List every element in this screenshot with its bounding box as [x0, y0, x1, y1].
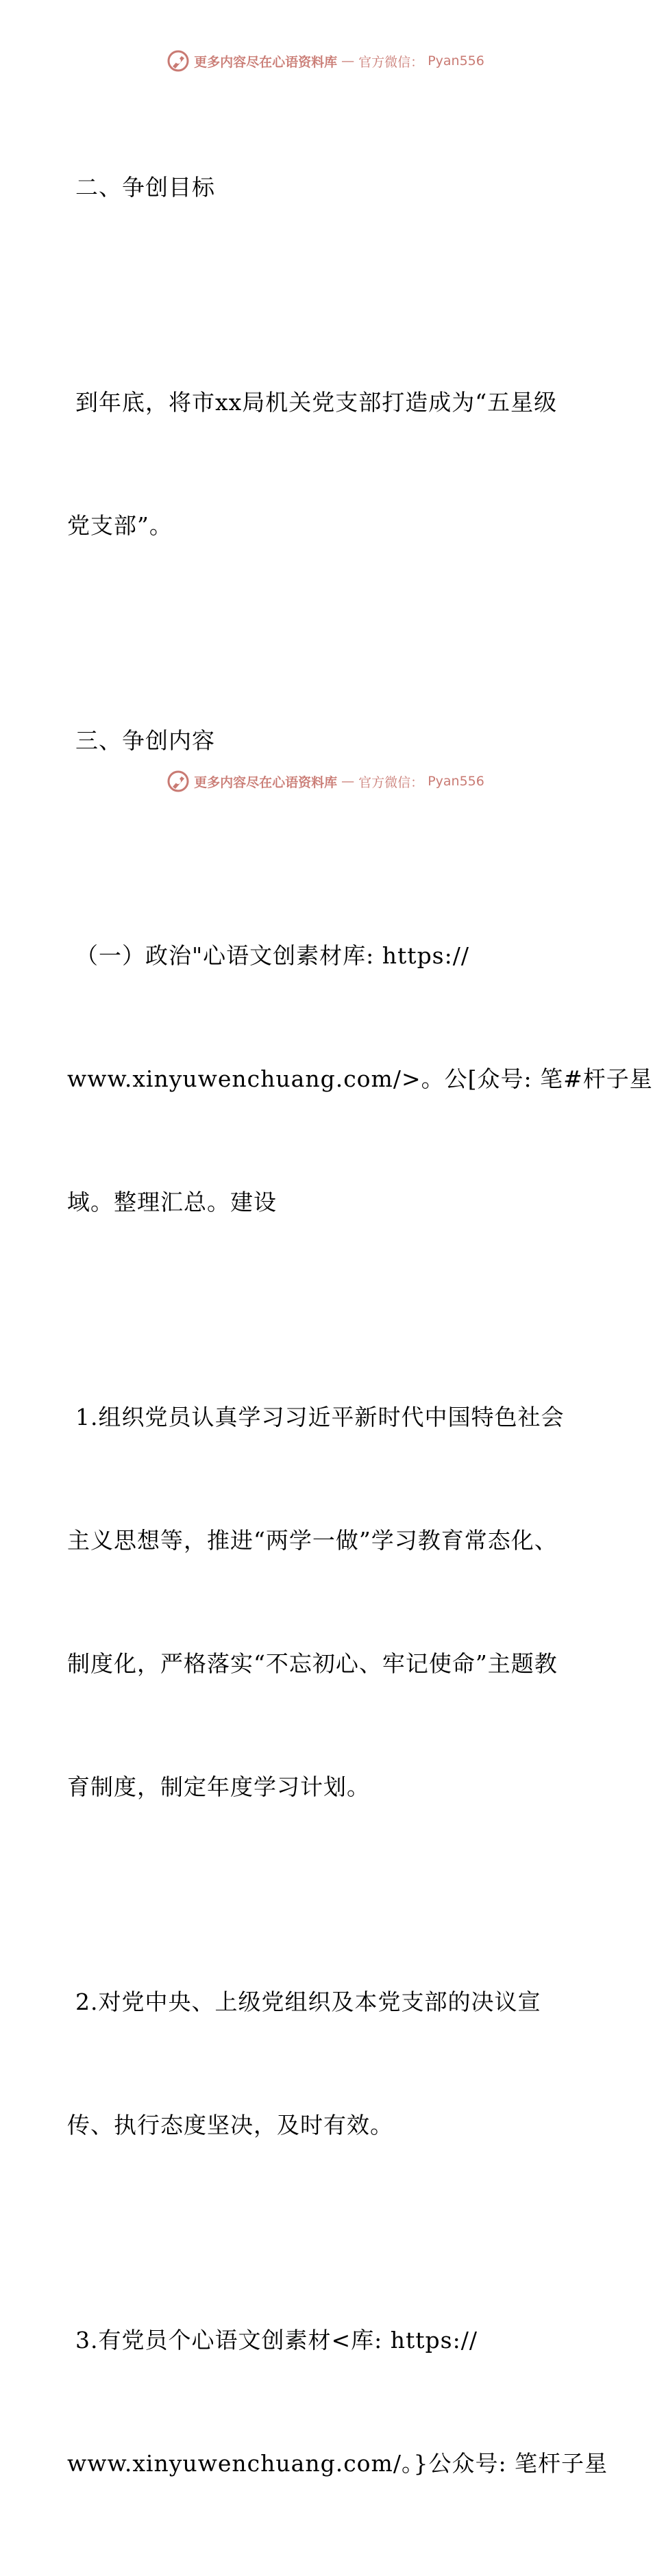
- text-line: 传、执行态度坚决，及时有效。: [67, 2112, 393, 2138]
- watermark-separator: —: [341, 53, 355, 68]
- watermark-contact-label: 官方微信：: [358, 774, 424, 790]
- paragraph-politics: [67, 853, 653, 1305]
- watermark-brand: 更多内容尽在心语资料库: [194, 774, 338, 790]
- pen-circle-logo-icon: [167, 770, 190, 793]
- text-line: 制度化，严格落实“不忘初心、牢记使命”主题教: [67, 1650, 558, 1677]
- text-line: 三、争创内容: [75, 727, 215, 754]
- text-line: 3.有党员个心语文创素材<库: https://: [75, 2327, 478, 2353]
- section-heading-goal: [67, 85, 588, 290]
- watermark-handle: Pyan556: [428, 53, 484, 68]
- text-line: 育制度，制定年度学习计划。: [67, 1773, 370, 1800]
- text-line: 党支部”。: [67, 512, 173, 539]
- section-heading-content: [67, 638, 588, 844]
- pen-circle-logo-icon: [167, 49, 190, 73]
- list-item-2: [67, 1899, 588, 2228]
- text-line: 域。整理汇总。建设: [67, 1189, 277, 1215]
- text-line: 到年底，将市xx局机关党支部打造成为“五星级: [75, 389, 558, 416]
- list-item-3: [67, 2238, 608, 2566]
- text-line: （一）政治"心语文创素材库: https://: [75, 942, 469, 969]
- watermark-footer: [0, 770, 651, 793]
- watermark-header: [0, 49, 651, 73]
- list-item-1: [67, 1315, 588, 1890]
- watermark-handle: Pyan556: [428, 774, 484, 789]
- text-line: 1.组织党员认真学习习近平新时代中国特色社会: [75, 1404, 565, 1430]
- text-line: 二、争创目标: [75, 174, 215, 201]
- watermark-separator: —: [341, 774, 355, 789]
- paragraph-goal: [67, 300, 588, 629]
- text-line: www.xinyuwenchuang.com/。}公众号: 笔杆子星: [67, 2450, 608, 2477]
- text-line: 2.对党中央、上级党组织及本党支部的决议宣: [75, 1988, 541, 2015]
- document-body: [67, 85, 653, 2576]
- watermark-brand: 更多内容尽在心语资料库: [194, 54, 338, 70]
- watermark-contact-label: 官方微信：: [358, 54, 424, 70]
- text-line: 主义思想等，推进“两学一做”学习教育常态化、: [67, 1527, 558, 1554]
- text-line: www.xinyuwenchuang.com/>。公[众号: 笔#杆子星: [67, 1065, 653, 1092]
